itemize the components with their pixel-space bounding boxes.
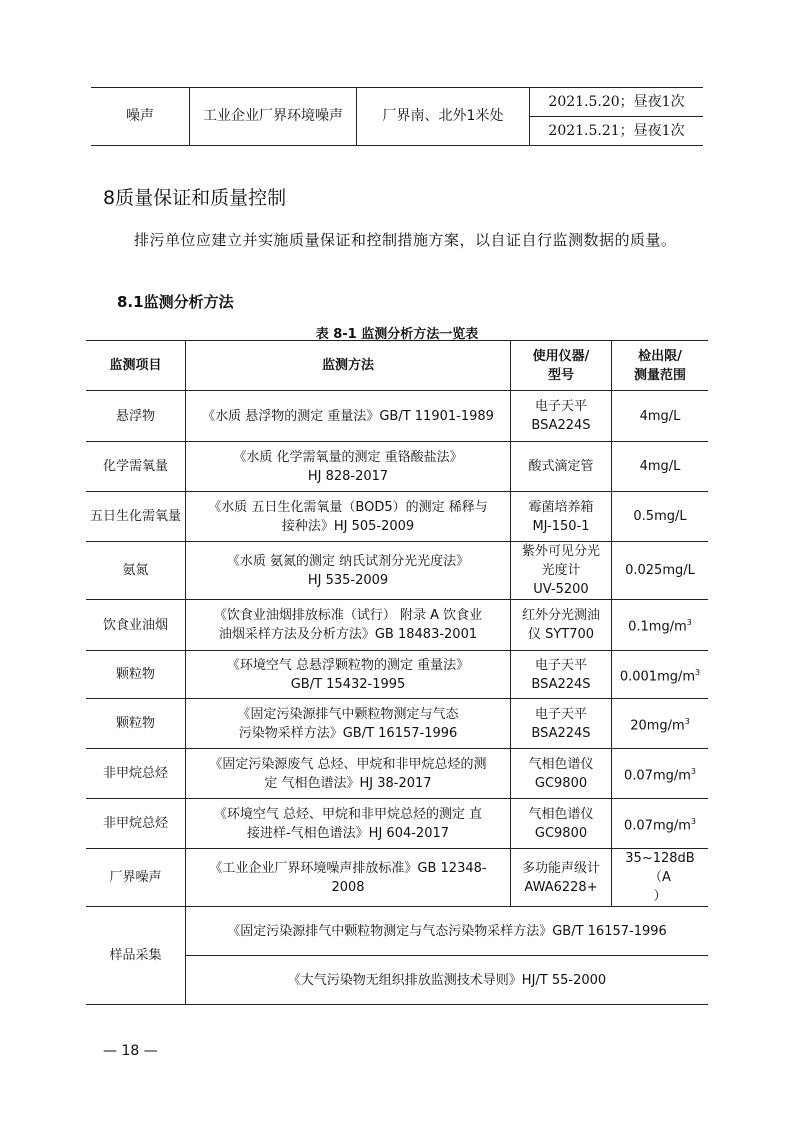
limit-text: 0.5mg/L [633, 509, 687, 524]
noise-category-cell: 噪声 [91, 88, 190, 146]
noise-location-cell: 厂界南、北外1米处 [357, 88, 530, 146]
item-cell: 悬浮物 [86, 391, 186, 442]
instrument-line: 光度计 [541, 563, 581, 578]
section-8-paragraph: 排污单位应建立并实施质量保证和控制措施方案，以自证自行监测数据的质量。 [134, 231, 677, 249]
table-row [86, 600, 708, 651]
limit-cell [612, 799, 709, 849]
instrument-cell [511, 542, 612, 600]
limit-cell [612, 391, 709, 442]
noise-date-cell: 2021.5.21；昼夜1次 [530, 117, 704, 146]
instrument-line: GC9800 [534, 825, 588, 841]
method-line: HJ 828-2017 [307, 468, 389, 484]
table-row [86, 542, 708, 600]
header-limit [612, 341, 709, 391]
section-8-1-title: 8.1监测分析方法 [117, 293, 234, 311]
limit-text: 0.07mg/m [624, 818, 691, 834]
sampling-method-cell: 《固定污染源排气中颗粒物测定与气态污染物采样方法》GB/T 16157-1996 [186, 907, 709, 956]
limit-cell [612, 600, 709, 651]
method-cell [186, 699, 511, 749]
instrument-line: 紫外可见分光 [521, 544, 600, 559]
method-cell [186, 492, 511, 542]
limit-cell [612, 849, 709, 907]
method-line: 《环境空气 总悬浮颗粒物的测定 重量法》 [226, 657, 470, 673]
instrument-line: 气相色谱仪 [528, 806, 594, 822]
noise-item-cell: 工业企业厂界环境噪声 [190, 88, 357, 146]
method-line: 2008 [331, 879, 365, 895]
noise-date-cell: 2021.5.20；昼夜1次 [530, 88, 704, 117]
item-cell: 五日生化需氧量 [86, 492, 186, 542]
item-cell: 颗粒物 [86, 651, 186, 699]
instrument-cell [511, 651, 612, 699]
method-line: 《固定污染源废气 总烃、甲烷和非甲烷总烃的测 [209, 756, 487, 772]
instrument-cell [511, 699, 612, 749]
limit-unit-superscript: 3 [690, 766, 696, 776]
sampling-method-cell: 《大气污染物无组织排放监测技术导则》HJ/T 55-2000 [186, 956, 709, 1005]
method-cell [186, 600, 511, 651]
limit-value [616, 407, 704, 426]
limit-unit-superscript: 3 [695, 667, 701, 677]
sampling-item-cell: 样品采集 [86, 907, 186, 1005]
limit-value [616, 613, 704, 636]
limit-value [616, 812, 704, 835]
method-line: 《水质 悬浮物的测定 重量法》GB/T 11901-1989 [202, 408, 494, 424]
instrument-line: BSA224S [531, 418, 591, 433]
limit-value [616, 457, 704, 476]
limit-cell [612, 542, 709, 600]
item-cell: 非甲烷总烃 [86, 749, 186, 799]
instrument-cell [511, 391, 612, 442]
method-cell [186, 391, 511, 442]
table-header-row [86, 341, 708, 391]
header-method: 监测方法 [186, 341, 511, 391]
item-cell: 氨氮 [86, 542, 186, 600]
instrument-line: 电子天平 [534, 706, 587, 722]
method-line: 《水质 五日生化需氧量（BOD5）的测定 稀释与 [208, 499, 488, 515]
instrument-line: UV-5200 [533, 582, 589, 597]
method-line: 《水质 化学需氧量的测定 重铬酸盐法》 [233, 449, 463, 465]
limit-text: 4mg/L [639, 459, 681, 474]
limit-cell [612, 651, 709, 699]
header-instrument-line1: 使用仪器/ [532, 348, 590, 364]
instrument-line: 红外分光测油 [521, 608, 600, 623]
header-limit-line2: 测量范围 [633, 367, 686, 383]
method-line: 污染物采样方法》GB/T 16157-1996 [238, 725, 458, 741]
instrument-line: 电子天平 [534, 399, 587, 414]
instrument-line: BSA224S [531, 725, 591, 741]
item-cell: 化学需氧量 [86, 442, 186, 492]
method-cell [186, 749, 511, 799]
method-cell [186, 442, 511, 492]
limit-value [616, 849, 704, 887]
item-cell: 颗粒物 [86, 699, 186, 749]
instrument-line: MJ-150-1 [532, 518, 590, 534]
instrument-line: 电子天平 [534, 657, 587, 673]
page-number: — 18 — [103, 1043, 158, 1059]
limit-value [616, 507, 704, 526]
method-line: HJ 535-2009 [307, 572, 389, 588]
method-line: 《环境空气 总烃、甲烷和非甲烷总烃的测定 直 [213, 806, 483, 822]
limit-text: 0.001mg/m [619, 669, 696, 685]
limit-unit-superscript: 3 [684, 716, 690, 726]
limit-cell [612, 492, 709, 542]
sampling-row [86, 907, 708, 956]
instrument-line: 气相色谱仪 [528, 756, 594, 772]
instrument-line: 霉菌培养箱 [528, 499, 594, 515]
table-row [86, 492, 708, 542]
table-row [86, 651, 708, 699]
limit-cell [612, 749, 709, 799]
method-line: 《水质 氨氮的测定 纳氏试剂分光光度法》 [226, 553, 470, 569]
table-row [86, 391, 708, 442]
method-cell [186, 849, 511, 907]
item-cell: 厂界噪声 [86, 849, 186, 907]
limit-value [616, 561, 704, 580]
limit-text: 0.025mg/L [625, 563, 695, 578]
limit-text: 4mg/L [639, 408, 681, 424]
method-line: 接进样-气相色谱法》HJ 604-2017 [246, 825, 450, 841]
section-8-title: 8质量保证和质量控制 [103, 187, 287, 209]
instrument-line: 仪 SYT700 [527, 627, 595, 642]
noise-monitoring-table [91, 87, 703, 146]
method-line: 定 气相色谱法》HJ 38-2017 [264, 775, 432, 791]
instrument-cell [511, 600, 612, 651]
instrument-line: AWA6228+ [524, 879, 598, 895]
method-line: 油烟采样方法及分析方法》GB 18483-2001 [218, 627, 478, 642]
analysis-methods-table [86, 340, 708, 1005]
table-row [86, 699, 708, 749]
header-instrument-line2: 型号 [547, 367, 574, 383]
header-limit-line1: 检出限/ [638, 348, 682, 364]
limit-value [616, 712, 704, 735]
instrument-line: GC9800 [534, 775, 588, 791]
limit-unit-superscript: 3 [690, 816, 696, 826]
limit-value [616, 762, 704, 785]
instrument-line: 多功能声级计 [521, 860, 600, 876]
limit-cell [612, 699, 709, 749]
method-cell [186, 542, 511, 600]
limit-text: 0.07mg/m [624, 768, 691, 784]
method-line: 接种法》HJ 505-2009 [281, 518, 415, 534]
item-cell: 非甲烷总烃 [86, 799, 186, 849]
header-instrument [511, 341, 612, 391]
table-row [86, 799, 708, 849]
limit-value [616, 663, 704, 686]
instrument-cell [511, 849, 612, 907]
limit-text: 35~128dB（A [625, 851, 695, 885]
table-row [86, 749, 708, 799]
method-line: 《工业企业厂界环境噪声排放标准》GB 12348- [209, 860, 487, 876]
instrument-cell [511, 442, 612, 492]
method-line: 《饮食业油烟排放标准（试行） 附录 A 饮食业 [213, 608, 483, 623]
limit-text: 20mg/m [630, 718, 685, 734]
method-cell [186, 799, 511, 849]
instrument-cell [511, 799, 612, 849]
limit-text: 0.1mg/m [628, 619, 687, 635]
limit-cell [612, 442, 709, 492]
item-cell: 饮食业油烟 [86, 600, 186, 651]
table-row [86, 442, 708, 492]
limit-line: ） [653, 889, 667, 904]
instrument-line: BSA224S [531, 676, 591, 692]
table-caption: 表 8-1 监测分析方法一览表 [315, 327, 479, 342]
method-line: 《固定污染源排气中颗粒物测定与气态 [237, 706, 459, 722]
limit-unit-superscript: 3 [686, 618, 692, 628]
method-cell [186, 651, 511, 699]
header-item: 监测项目 [86, 341, 186, 391]
instrument-cell [511, 749, 612, 799]
table-row [86, 849, 708, 907]
instrument-line: 酸式滴定管 [528, 459, 594, 474]
instrument-cell [511, 492, 612, 542]
method-line: GB/T 15432-1995 [290, 676, 406, 692]
